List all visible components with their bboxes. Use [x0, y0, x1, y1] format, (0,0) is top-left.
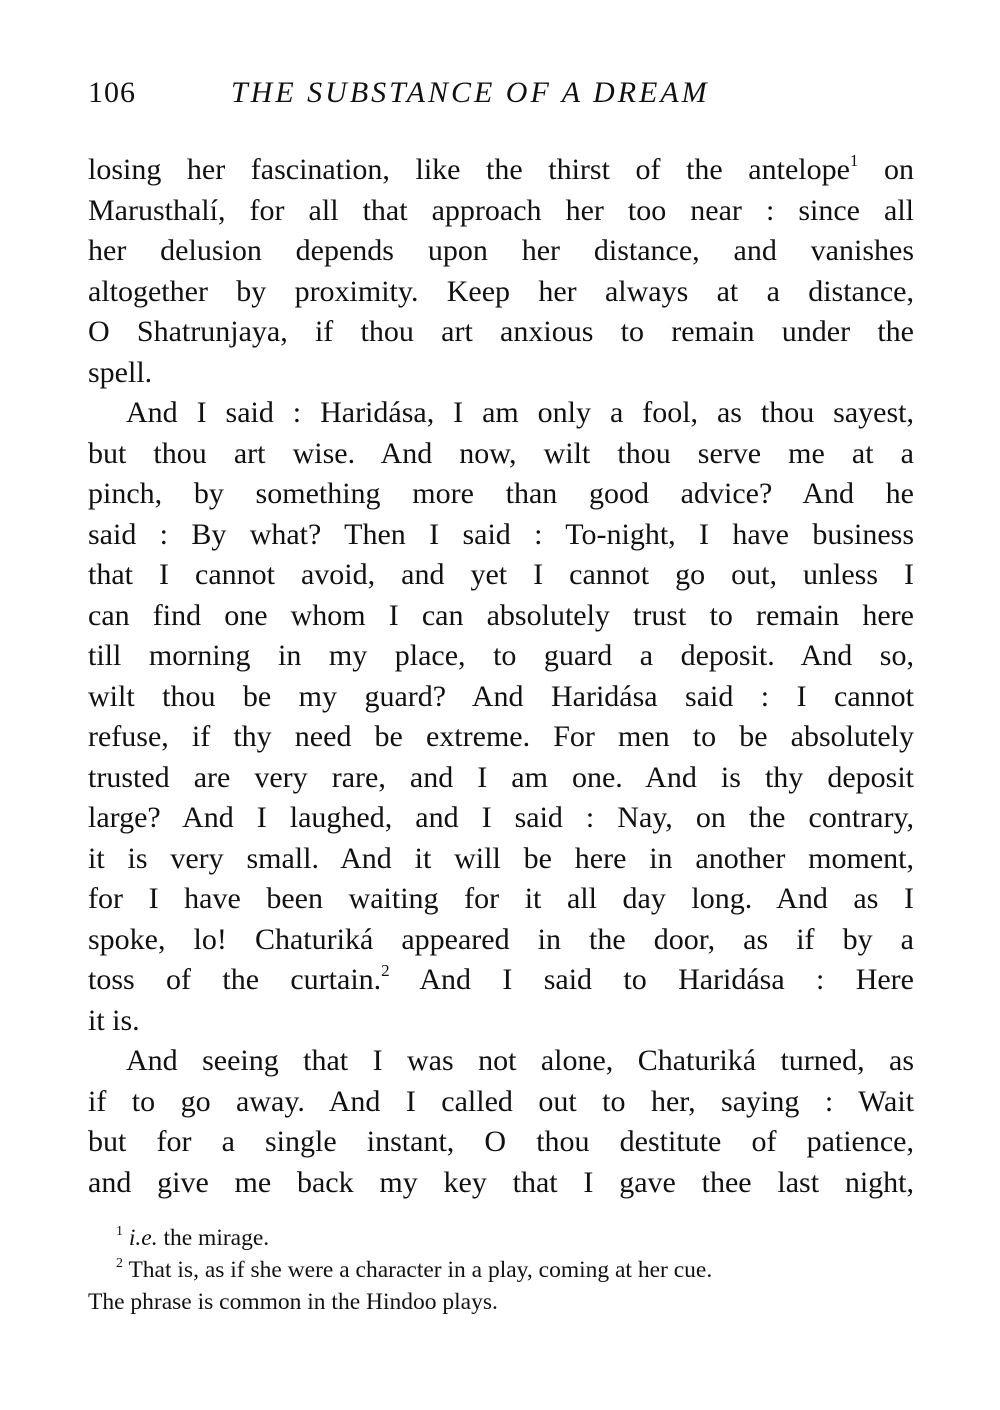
footnote-number: 2: [116, 1256, 123, 1271]
text-line: it is.: [88, 1003, 140, 1037]
text-line: said : By what? Then I said : To-night, I have business: [88, 517, 914, 551]
page-header: [88, 76, 914, 116]
running-title: THE SUBSTANCE OF A DREAM: [231, 76, 710, 109]
text-line: but thou art wise. And now, wilt thou serve me at a: [88, 436, 914, 470]
text-line: for I have been waiting for it all day long. And as I: [88, 882, 914, 915]
footnote-number: 1: [116, 1224, 123, 1239]
text-line: wilt thou be my guard? And Haridása said : I cannot: [88, 679, 914, 713]
footnote-2: $^2$ That is, as if she were a character in a play, coming at her cue.: [116, 1256, 713, 1283]
text-line: large? And I laughed, and I said : Nay, on the contrary,: [88, 801, 914, 834]
text-line: and give me back my key that I gave thee last night,: [88, 1165, 914, 1199]
paragraph-first-line: And I said : Haridása, I am only a fool, as thou sayest,: [126, 396, 914, 429]
text-line: refuse, if thy need be extreme. For men to be absolutely: [88, 720, 914, 753]
footnote-2-continuation: The phrase is common in the Hindoo plays.: [88, 1289, 498, 1315]
footnote-1: $^1$ i.e. the mirage.: [116, 1224, 270, 1251]
footnote-marker: 1: [849, 151, 859, 170]
paragraph-first-line: And seeing that I was not alone, Chaturiká turned, as: [126, 1044, 914, 1077]
text-line: losing her fascination, like the thirst of the antelope$^1$ on: [88, 151, 914, 186]
text-line: but for a single instant, O thou destitute of patience,: [88, 1125, 914, 1158]
text-line: pinch, by something more than good advice? And he: [88, 477, 914, 510]
text-line: spell.: [88, 355, 153, 389]
text-line: that I cannot avoid, and yet I cannot go out, unless I: [88, 558, 914, 591]
text-line: it is very small. And it will be here in another moment,: [88, 841, 914, 875]
text-line: till morning in my place, to guard a deposit. And so,: [88, 639, 914, 672]
text-line: if to go away. And I called out to her, saying : Wait: [88, 1084, 914, 1118]
text-line: can find one whom I can absolutely trust to remain here: [88, 598, 914, 632]
text-line: Marusthalí, for all that approach her too near : since all: [88, 193, 914, 227]
text-line: her delusion depends upon her distance, and vanishes: [88, 234, 914, 267]
text-line: spoke, lo! Chaturiká appeared in the door, as if by a: [88, 922, 914, 956]
footnote-marker: 2: [381, 961, 390, 980]
body-text: [88, 150, 914, 1203]
text-line: trusted are very rare, and I am one. And is thy deposit: [88, 760, 914, 794]
text-line: toss of the curtain.$^2$ And I said to Haridása : Here: [88, 961, 914, 996]
footnotes: [88, 1222, 914, 1318]
text-line: altogether by proximity. Keep her always at a distance,: [88, 274, 914, 308]
page-number: 106: [88, 76, 136, 109]
text-line: O Shatrunjaya, if thou art anxious to remain under the: [88, 315, 914, 348]
